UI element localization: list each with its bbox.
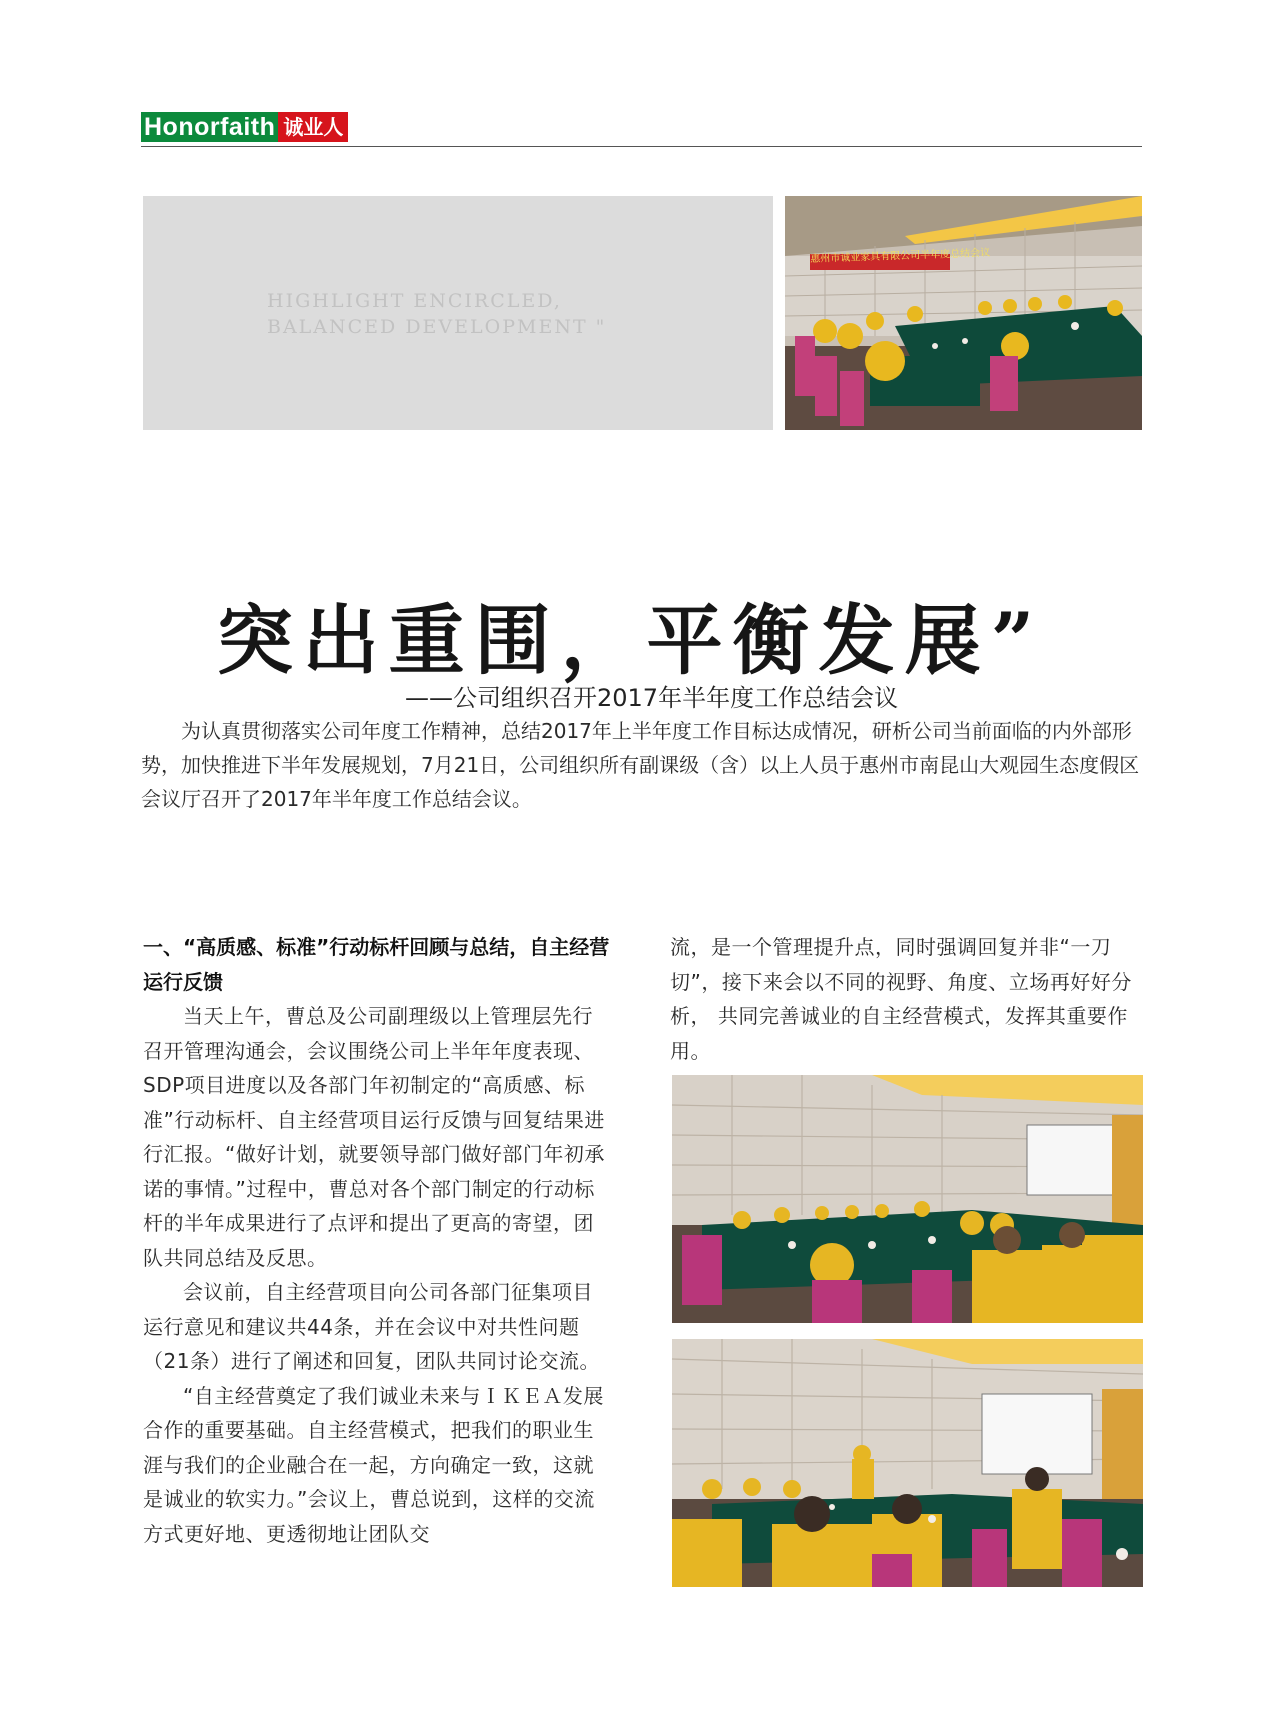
article-title: 突出重围，平衡发展” xyxy=(216,596,1045,685)
header-rule xyxy=(141,146,1142,147)
section-heading: 一、“高质感、标准”行动标杆回顾与总结，自主经营运行反馈 xyxy=(143,935,610,994)
photo-banner-text: 惠州市诚业家具有限公司半年度总结会议 xyxy=(810,247,991,265)
banner-line-1: HIGHLIGHT ENCIRCLED, xyxy=(267,290,562,312)
right-column xyxy=(670,930,1142,1068)
banner-line-2: BALANCED DEVELOPMENT " xyxy=(267,316,607,338)
paragraph-3-continued: 流，是一个管理提升点，同时强调回复并非“一刀切”，接下来会以不同的视野、角度、立场再好好分析， 共同完善诚业的自主经营模式，发挥其重要作用。 xyxy=(670,935,1132,1063)
magazine-logo xyxy=(141,112,348,142)
photo-meeting-room-1 xyxy=(785,196,1142,430)
logo-chinese: 诚业人 xyxy=(278,112,348,142)
paragraph-3: “自主经营奠定了我们诚业未来与ＩＫＥＡ发展合作的重要基础。自主经营模式，把我们的职业生涯与我们的企业融合在一起，方向确定一致，这就是诚业的软实力。”会议上，曹总说到，这样的交流方式更好地、更透彻地让团队交 xyxy=(143,1383,604,1546)
banner-text xyxy=(267,288,606,340)
intro-paragraph: 为认真贯彻落实公司年度工作精神，总结2017年上半年度工作目标达成情况，研析公司当前面临的内外部形势，加快推进下半年发展规划，7月21日，公司组织所有副课级（含）以上人员于惠州市南昆山大观园生态度假区会议厅召开了2017年半年度工作总结会议。 xyxy=(141,719,1140,811)
article-intro xyxy=(141,714,1143,816)
photo-meeting-room-2 xyxy=(672,1075,1143,1323)
left-column xyxy=(143,930,613,1551)
logo-english: Honorfaith xyxy=(141,112,278,142)
photo-meeting-room-3 xyxy=(672,1339,1143,1587)
banner-box xyxy=(143,196,773,430)
paragraph-2: 会议前，自主经营项目向公司各部门征集项目运行意见和建议共44条，并在会议中对共性问题（21条）进行了阐述和回复，团队共同讨论交流。 xyxy=(143,1280,600,1373)
paragraph-1: 当天上午，曹总及公司副理级以上管理层先行召开管理沟通会，会议围绕公司上半年年度表现、SDP项目进度以及各部门年初制定的“高质感、标准”行动标杆、自主经营项目运行反馈与回复结果进行汇报。“做好计划，就要领导部门做好部门年初承诺的事情。”过程中，曹总对各个部门制定的行动标杆的半年成果进行了点评和提出了更高的寄望，团队共同总结及反思。 xyxy=(143,1004,605,1270)
article-subtitle: ——公司组织召开2017年半年度工作总结会议 xyxy=(405,684,899,712)
